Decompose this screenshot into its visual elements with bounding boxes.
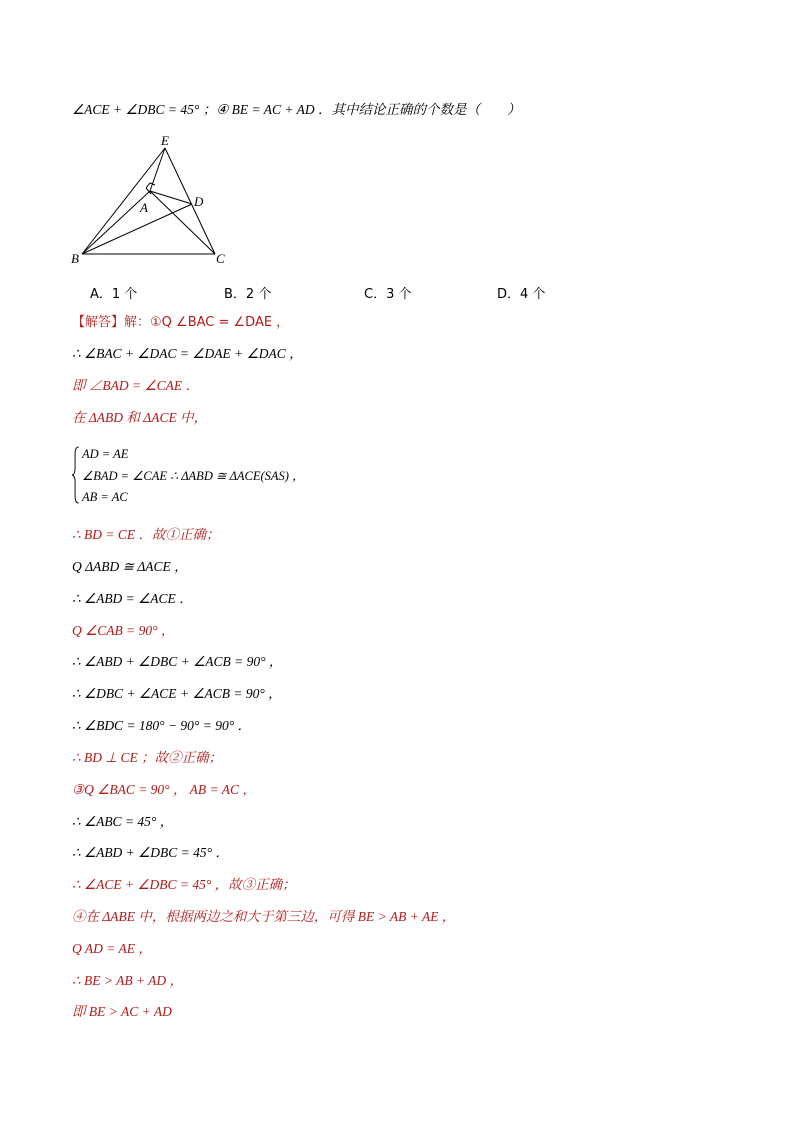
- option-c: C．3 个: [364, 287, 412, 302]
- solution-line: ∴ ∠BAC + ∠DAC = ∠DAE + ∠DAC ，: [72, 346, 303, 361]
- solution-line: ∴ BD ⊥ CE ；故②正确；: [72, 750, 223, 765]
- solution-line: ∴ ∠ABD + ∠DBC = 45° ．: [72, 845, 229, 860]
- solution-line: ③Q ∠BAC = 90° ， AB = AC ，: [72, 782, 256, 797]
- option-b: B．2 个: [224, 287, 272, 302]
- solution-line: 即 BE > AC + AD: [72, 1004, 172, 1019]
- solution-line: ④在 ΔABE 中，根据两边之和大于第三边，可得 BE > AB + AE ，: [72, 909, 456, 924]
- solution-line: Q ∠CAB = 90° ，: [72, 623, 175, 638]
- edge-ae: [150, 148, 165, 191]
- solution-intro-line: [72, 314, 289, 332]
- brace-symbol: [72, 446, 80, 504]
- solution-line: ∴ BD = CE ．故①正确；: [72, 527, 220, 542]
- solution-line: Q AD = AE ，: [72, 941, 152, 956]
- solution-line: ∠BAD = ∠CAE ∴ ΔABD ≅ ΔACE(SAS) ，: [82, 469, 305, 483]
- edge-be: [82, 148, 165, 254]
- solution-line: AD = AE: [82, 447, 129, 461]
- solution-line: ∴ ∠ABD + ∠DBC + ∠ACB = 90° ，: [72, 654, 283, 669]
- solution-line: ∴ BE > AB + AD ，: [72, 973, 184, 988]
- solution-line: ∴ ∠ACE + ∠DBC = 45° ，故③正确；: [72, 877, 296, 892]
- right-angle-mark: [146, 183, 155, 188]
- solution-intro: 解：①Q ∠BAC = ∠DAE ，: [124, 315, 290, 330]
- solution-header: 【解答】: [72, 315, 125, 330]
- label-c: C: [216, 251, 225, 266]
- question-text: ∠ACE + ∠DBC = 45° ；④ BE = AC + AD ．其中结论正确的个数是（ ）: [72, 102, 521, 117]
- question-line: [72, 101, 521, 120]
- solution-line: ∴ ∠BDC = 180° − 90° = 90° ．: [72, 718, 251, 733]
- solution-line: 即 ∠BAD = ∠CAE ．: [72, 378, 199, 393]
- edge-bd: [82, 204, 192, 254]
- solution-line: ∴ ∠DBC + ∠ACE + ∠ACB = 90° ，: [72, 686, 282, 701]
- triangle-figure: [64, 130, 234, 270]
- label-a: A: [140, 200, 148, 215]
- edge-ec: [165, 148, 215, 254]
- label-e: E: [161, 133, 169, 148]
- option-d: D．4 个: [497, 287, 546, 302]
- solution-line: 在 ΔABD 和 ΔACE 中，: [72, 410, 208, 425]
- solution-line: AB = AC: [82, 490, 128, 504]
- solution-line: ∴ ∠ABD = ∠ACE ．: [72, 591, 193, 606]
- solution-line: Q ΔABD ≅ ΔACE ，: [72, 559, 188, 574]
- solution-line: ∴ ∠ABC = 45° ，: [72, 814, 174, 829]
- edge-ac: [150, 191, 215, 254]
- label-d: D: [194, 194, 204, 209]
- option-a: A．1 个: [90, 287, 138, 302]
- label-b: B: [71, 251, 79, 266]
